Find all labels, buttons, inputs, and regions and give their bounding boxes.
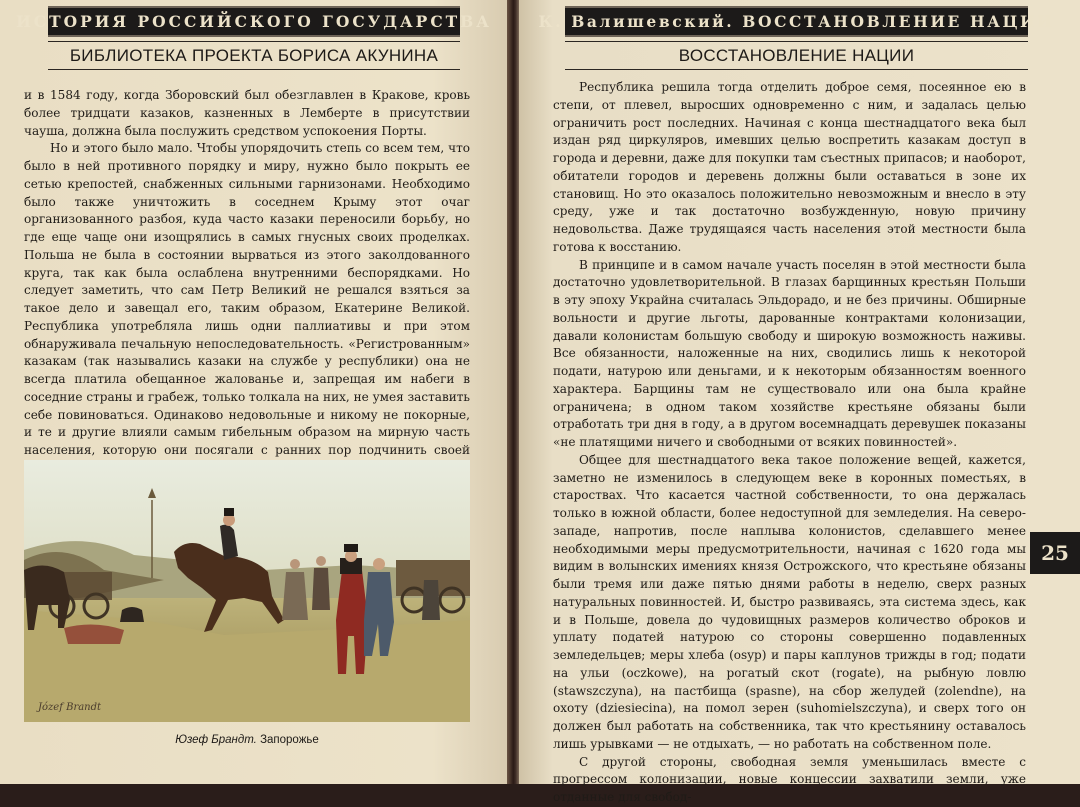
right-subhead: ВОССТАНОВЛЕНИЕ НАЦИИ [565, 41, 1028, 70]
paragraph: и в 1584 году, когда Зборовский был обезглавлен в Кракове, кровь более тридцати казаков, казненных в Лемберте в присутствии чауша, должна была послужить средством успокоения Порты. [24, 88, 470, 138]
illustration-caption [24, 734, 470, 746]
paragraph: В принципе и в самом начале участь поселян в этой местности была достаточно удовлетворительной. В глазах барщинных крестьян Польши в эту эпоху Украйна считалась Эльдорадо, и не без причины. Обширные вольности и другие льготы, дарованные контрактами колонизации, давали колонистам большую свободу и широкую возможность наживы. Все обязанности, наложенные на них, сводились лишь к некоторой подати, натурою или деньгами, и к некоторым обязанностям военного характера. Барщины там не существовало или она была крайне ограничена; в одном таком хозяйстве крестьяне обязаны были отработать три дня в году, а в другом восемнадцать деревушек показаны «не платящими ничего и свободными от всяких повинностей». [553, 257, 1026, 449]
page-number: 25 [1030, 532, 1080, 574]
caption-author: Юзеф Брандт. [175, 734, 257, 746]
left-running-head: ИСТОРИЯ РОССИЙСКОГО ГОСУДАРСТВА [48, 6, 460, 37]
right-running-head: К. Валишевский. ВОССТАНОВЛЕНИЕ НАЦИИ [565, 6, 1028, 37]
left-subhead: БИБЛИОТЕКА ПРОЕКТА БОРИСА АКУНИНА [48, 41, 460, 70]
right-page [519, 0, 1080, 804]
paragraph: Республика решила тогда отделить доброе семя, посеянное ею в степи, от плевел, выросших одновременно с ним, и задалась целью ограничить рост последних. Начиная с конца шестнадцатого века был издан ряд циркуляров, имевших целью воспретить казакам доступ в города и деревни, даже для покупки там съестных припасов; и наоборот, обитатели городов и деревень должны были оставаться в зоне их становищ. Но это оказалось положительно невозможным и внесло в эту среду, уже и так достаточно возбужденную, новую причину недовольства. Даже трудящаяся часть населения этой местности была готова к восстанию. [553, 80, 1026, 254]
caption-title: Запорожье [260, 734, 319, 746]
left-body-text [24, 87, 470, 495]
left-page [0, 0, 509, 784]
paragraph: Но и этого было мало. Чтобы упорядочить степь со всем тем, что было в ней противного порядку и миру, нужно было покрыть ее сетью крепостей, снабженных сильными гарнизонами. Необходимо было также уничтожить в соседнем Крыму этот очаг организованного разбоя, куда часто казаки переносили борьбу, но где еще чаще они изощрялись в самых гнусных своих проделках. Польша не была в состоянии вырваться из этого заколдованного круга, так как была ослаблена внутренними беспорядками. Но следует заметить, что сам Петр Великий не решался взяться за такое дело и завещал его, таким образом, Екатерине Великой. Республика употребляла лишь одни паллиативы и при этом обнаруживала печальную непоследовательность. «Регистрованным» казакам (так назывались казаки на службе у республики) она не всегда платила обещанное жалованье и, запрещая им набеги в соседние страны и грабеж, только толкала на них, не умея заставить себе повиноваться. Одинаково недовольные и никому не покорные, и те и другие влияли самым гибельным образом на мирную часть населения, которую они посягали с ранних пор подчинить своей [24, 141, 470, 457]
painting-signature: Józef Brandt [38, 702, 102, 713]
right-body-text [553, 79, 1026, 807]
paragraph: Общее для шестнадцатого века такое положение вещей, кажется, заметно не изменилось в следующем веке в коронных поместьях, в староствах. Что касается частной собственности, то она держалась только в южной области, более недоступной для земледелия. На северо-западе, напротив, после наплыва колонистов, сделавшего менее необходимыми меры предусмотрительности, начиная с 1620 года мы видим в волынских имениях князя Острожского, что крестьяне обязаны были тремя или даже пятью днями работы в неделю, сверх разных натуральных повинностей. И, быстро развиваясь, эта система здесь, как и в Польше, довела до чудовищных размеров количество оброков и уплату податей натурою со стороны совершенно подавленных земледельцев; меры хлеба (osyp) и пары каплунов трижды в год; подати на ульи (oczkowe), на рогатый скот (rogate), на рыбную ловлю (stawszczyna), на пастбища (spasne), на сбор желудей (zolendne), на охоту (dziesiecina), на помол зерен (suhomielszczyna), и сверх того он должен был работать на собственника, так что крестьянину оставалось лишь урывками — не отдыхать, — но работать на собственном поле. [553, 452, 1026, 751]
painting-illustration [24, 460, 470, 722]
paragraph: С другой стороны, свободная земля уменьшилась вместе с прогрессом колонизации, новые концессии захватили земли, уже отданные для свобод- [553, 754, 1026, 804]
